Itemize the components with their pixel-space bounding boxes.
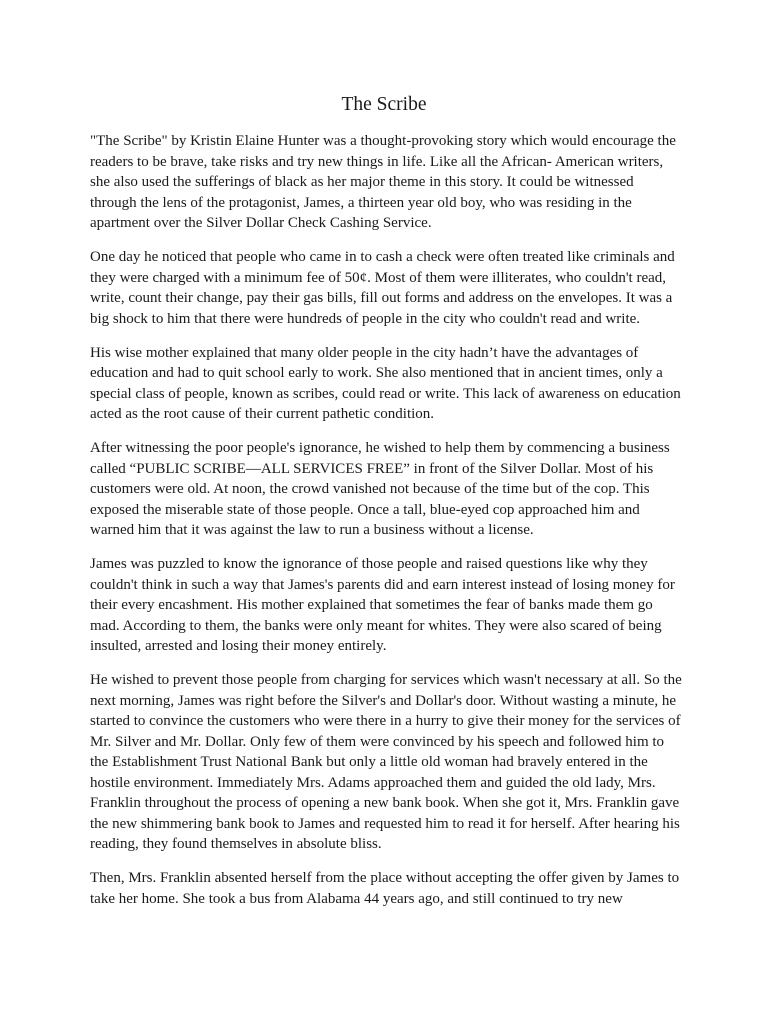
paragraph: He wished to prevent those people from charging for services which wasn't necessary at all. So the next morning, James was right before the Silver's and Dollar's door. Without wasting a minute, he started to convince the customers who were there in a hurry to give their money for the services of Mr. Silver and Mr. Dollar. Only few of them were convinced by his speech and followed him to the Establishment Trust National Bank but only a little old woman had bravely entered in the hostile environment. Immediately Mrs. Adams approached them and guided the old lady, Mrs. Franklin throughout the process of opening a new bank book. When she got it, Mrs. Franklin gave the new shimmering bank book to James and requested him to read it for herself. After hearing his reading, they found themselves in absolute bliss. — [90, 672, 682, 852]
paragraph: James was puzzled to know the ignorance of those people and raised questions like why they couldn't think in such a way that James's parents did and earn interest instead of losing money for their every encashment. His mother explained that sometimes the fear of banks made them go mad. According to them, the banks were only meant for whites. They were also scared of being insulted, arrested and losing their money entirely. — [90, 556, 675, 654]
document-body — [90, 131, 682, 923]
paragraph: One day he noticed that people who came in to cash a check were often treated like criminals and they were charged with a minimum fee of 50¢. Most of them were illiterates, who couldn't read, write, count their change, pay their gas bills, fill out forms and address on the envelopes. It was a big shock to him that there were hundreds of people in the city who couldn't read and write. — [90, 249, 675, 327]
paragraph: His wise mother explained that many older people in the city hadn’t have the advantages of education and had to quit school early to work. She also mentioned that in ancient times, only a special class of people, known as scribes, could read or write. This lack of awareness on education acted as the root cause of their current pathetic condition. — [90, 344, 681, 422]
paragraph: After witnessing the poor people's ignorance, he wished to help them by commencing a business called “PUBLIC SCRIBE—ALL SERVICES FREE” in front of the Silver Dollar. Most of his customers were old. At noon, the crowd vanished not because of the time but of the cop. This exposed the miserable state of those people. Once a tall, blue-eyed cop approached him and warned him that it was against the law to run a business without a license. — [90, 440, 670, 538]
paragraph: "The Scribe" by Kristin Elaine Hunter was a thought-provoking story which would encourage the readers to be brave, take risks and try new things in life. Like all the African- American writers, she also used the sufferings of black as her major theme in this story. It could be witnessed through the lens of the protagonist, James, a thirteen year old boy, who was residing in the apartment over the Silver Dollar Check Cashing Service. — [90, 133, 676, 231]
document-title: The Scribe — [341, 94, 427, 115]
paragraph: Then, Mrs. Franklin absented herself from the place without accepting the offer given by James to take her home. She took a bus from Alabama 44 years ago, and still continued to try new — [90, 870, 680, 907]
